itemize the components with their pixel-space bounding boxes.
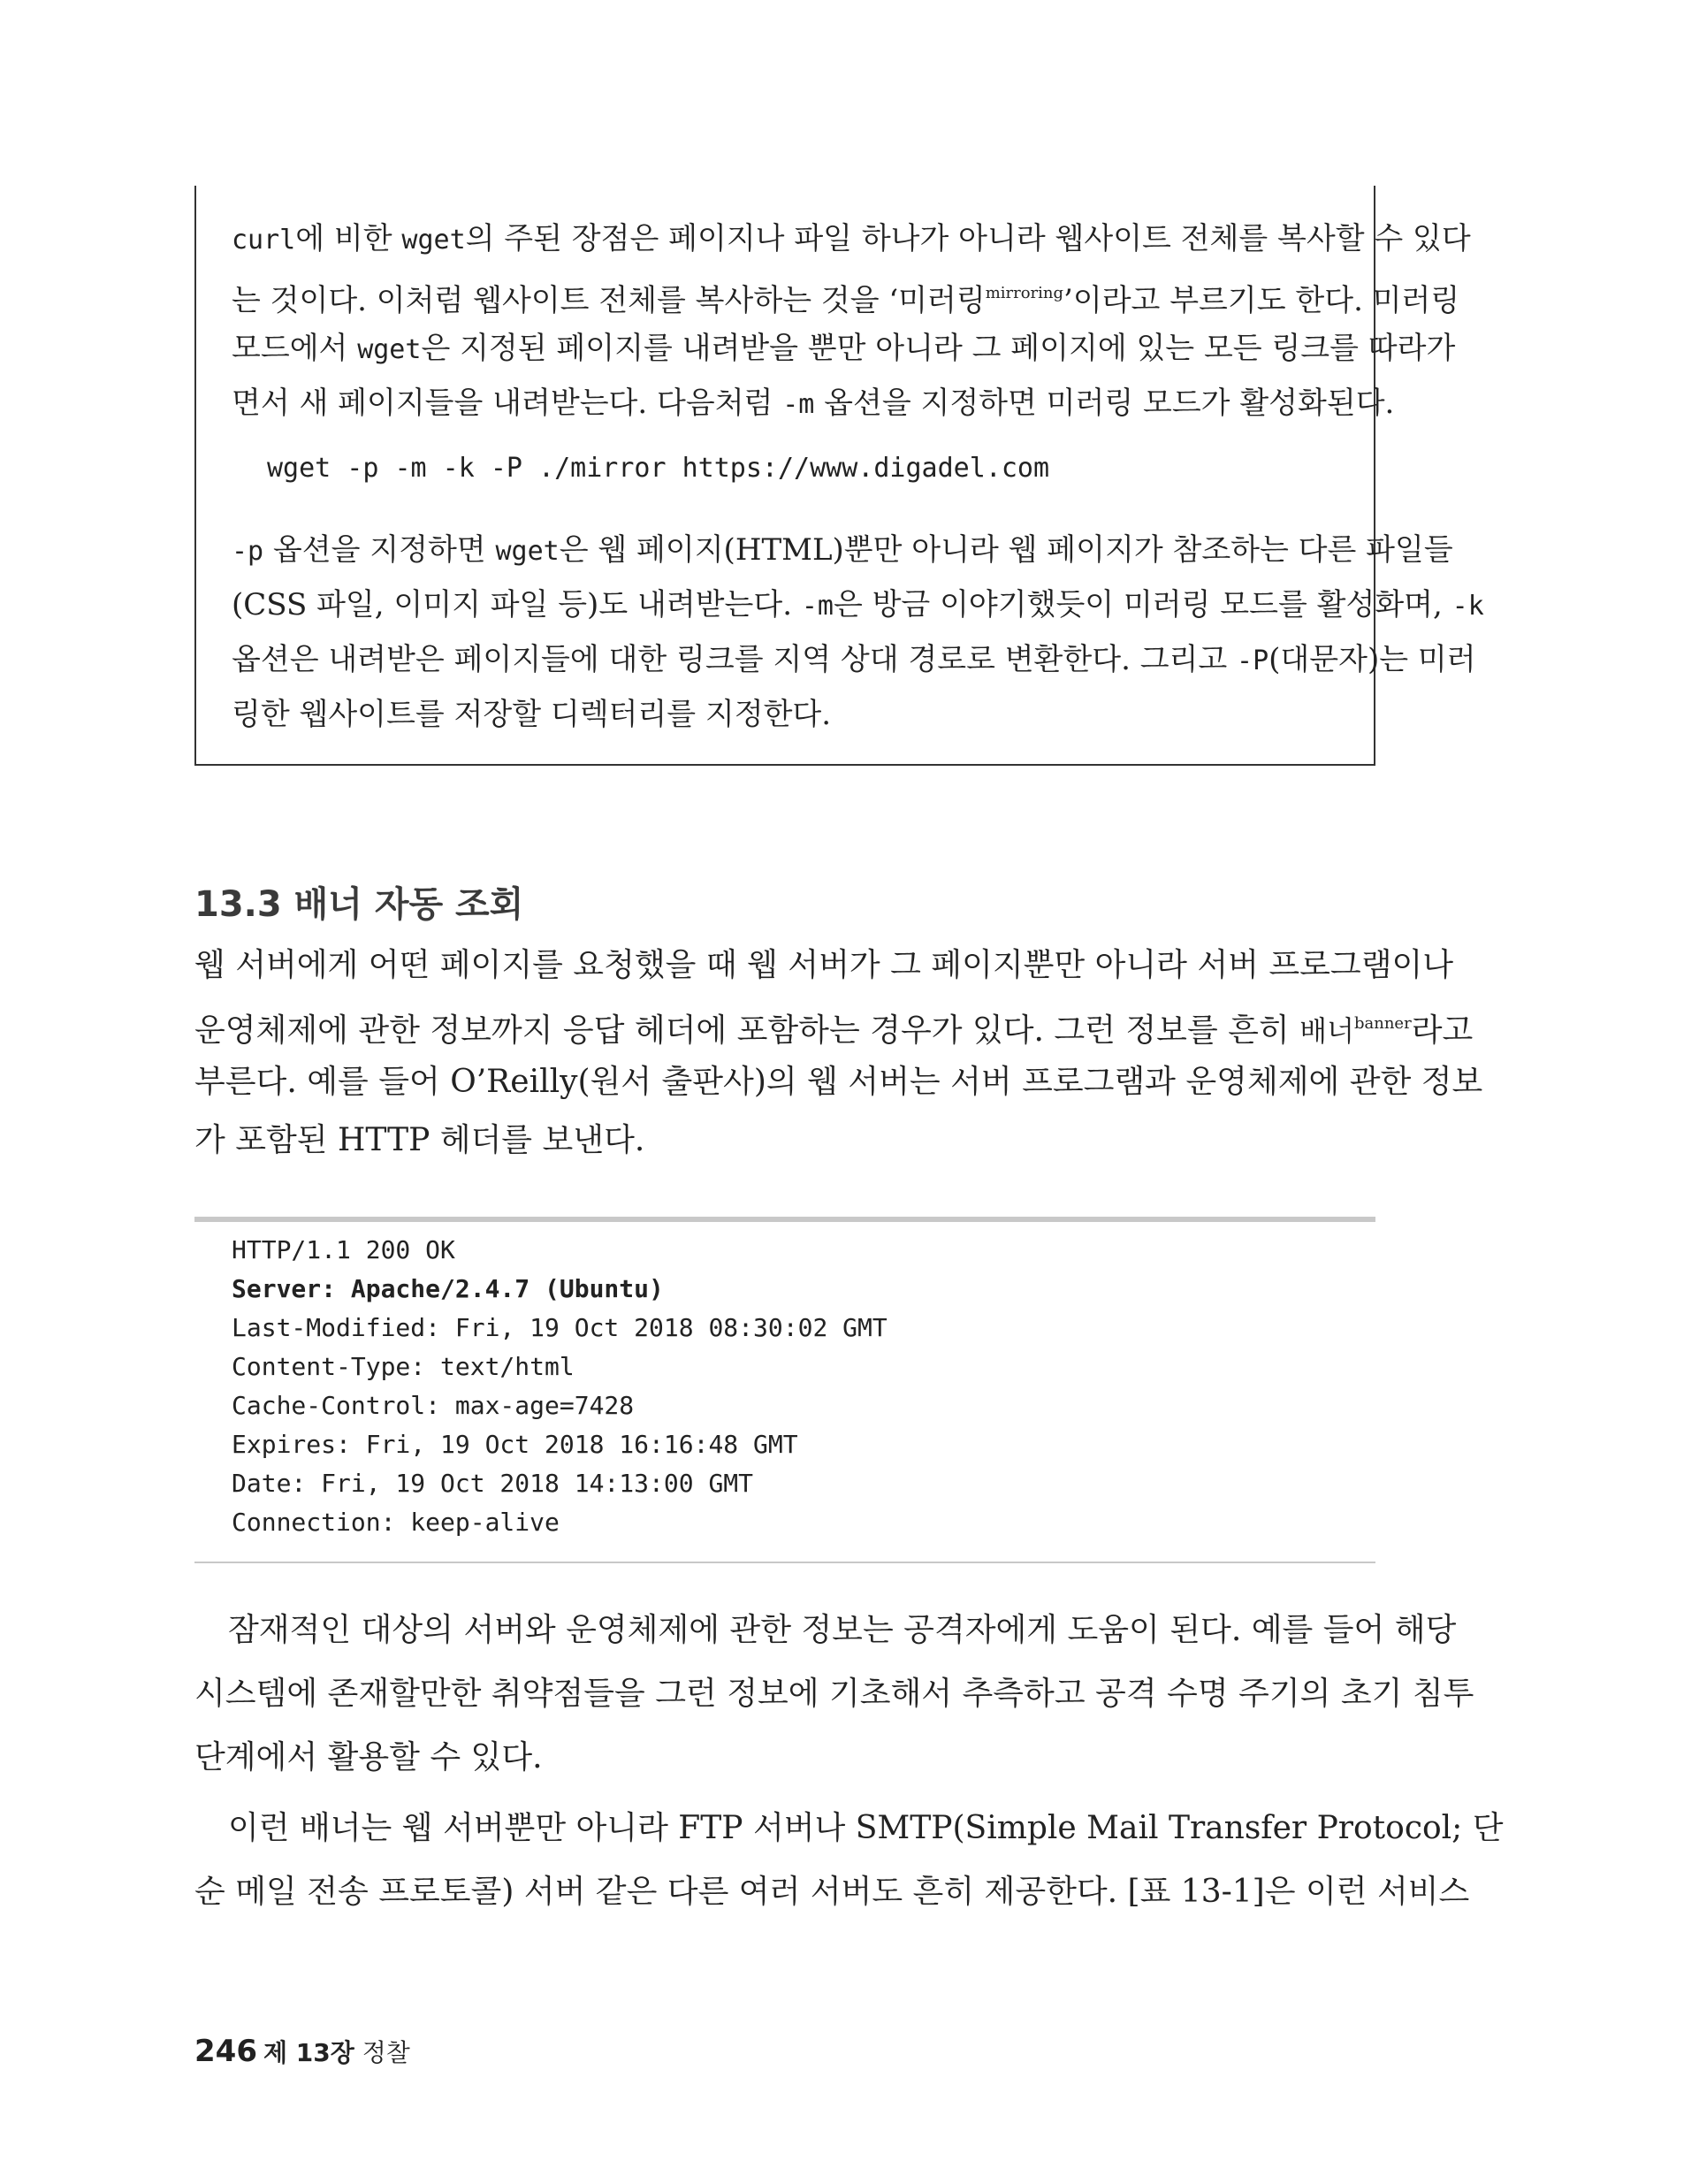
- paragraph-1-line-4: 가 포함된 HTTP 헤더를 보낸다.: [194, 1122, 645, 1158]
- term-superscript: banner: [1353, 1014, 1412, 1033]
- note-text: 은 웹 페이지(HTML)뿐만 아니라 웹 페이지가 참조하는 다른 파일들: [559, 532, 1453, 568]
- inline-code-wget: wget: [357, 334, 422, 365]
- note-text: (대문자)는 미러: [1269, 642, 1476, 677]
- body-text: 운영체제에 관한 정보까지 응답 헤더에 포함하는 경우가 있다. 그런 정보를 흔히: [194, 1012, 1300, 1049]
- section-heading: 13.3 배너 자동 조회: [194, 884, 524, 925]
- body-text: 라고: [1411, 1012, 1474, 1049]
- paragraph-1-line-2: [194, 1004, 1473, 1050]
- note-line-4: [232, 386, 1394, 423]
- note-line-1: [232, 221, 1471, 258]
- chapter-title: 정찰: [362, 2038, 410, 2067]
- note-text: 옵션을 지정하면: [263, 532, 496, 568]
- inline-code-option: -p: [232, 536, 264, 567]
- code-line: HTTP/1.1 200 OK: [232, 1235, 455, 1264]
- note-text: 옵션을 지정하면 미러링 모드가 활성화된다.: [814, 386, 1395, 421]
- note-text: 면서 새 페이지들을 내려받는다. 다음처럼: [232, 386, 783, 421]
- note-line-8: 링한 웹사이트를 저장할 디렉터리를 지정한다.: [232, 697, 832, 732]
- paragraph-1-line-3: 부른다. 예를 들어 O’Reilly(원서 출판사)의 웹 서버는 서버 프로그램과 운영체제에 관한 정보: [194, 1064, 1483, 1100]
- paragraph-2-line-1: 잠재적인 대상의 서버와 운영체제에 관한 정보는 공격자에게 도움이 된다. 예를 들어 해당: [228, 1612, 1457, 1648]
- running-footer: [263, 2035, 410, 2071]
- note-text: 는 것이다. 이처럼 웹사이트 전체를 복사하는 것을 ‘미러링: [232, 283, 986, 318]
- inline-code-option: -k: [1451, 591, 1484, 622]
- note-text: 은 방금 이야기했듯이 미러링 모드를 활성화며,: [833, 587, 1452, 622]
- code-line-highlighted: Server: Apache/2.4.7 (Ubuntu): [232, 1274, 664, 1303]
- inline-code-option: -m: [782, 389, 815, 420]
- code-line: Content-Type: text/html: [232, 1352, 575, 1381]
- note-text: 옵션은 내려받은 페이지들에 대한 링크를 지역 상대 경로로 변환한다. 그리고: [232, 642, 1238, 677]
- chapter-label: 제 13장: [263, 2038, 354, 2067]
- note-text: 의 주된 장점은 페이지나 파일 하나가 아니라 웹사이트 전체를 복사할 수 있다: [465, 221, 1471, 256]
- inline-code-wget: wget: [495, 536, 560, 567]
- note-text: (CSS 파일, 이미지 파일 등)도 내려받는다.: [232, 587, 802, 622]
- paragraph-1-line-1: 웹 서버에게 어떤 페이지를 요청했을 때 웹 서버가 그 페이지뿐만 아니라 서버 프로그램이나: [194, 947, 1454, 983]
- inline-code-curl: curl: [232, 225, 296, 256]
- note-line-6: [232, 587, 1484, 624]
- term-banner: 배너: [1299, 1014, 1354, 1048]
- note-command: wget -p -m -k -P ./mirror https://www.digadel.com: [267, 453, 1050, 484]
- code-block-top-rule: [194, 1217, 1375, 1222]
- page-number: 246: [194, 2034, 257, 2069]
- note-text: 은 지정된 페이지를 내려받을 뿐만 아니라 그 페이지에 있는 모든 링크를 따라가: [421, 331, 1456, 366]
- note-superscript: mirroring: [985, 284, 1064, 302]
- inline-code-wget: wget: [401, 225, 466, 256]
- note-text: 모드에서: [232, 331, 358, 366]
- note-line-3: [232, 331, 1455, 368]
- code-block-bottom-rule: [194, 1562, 1375, 1563]
- paragraph-3-line-2: 순 메일 전송 프로토콜) 서버 같은 다른 여러 서버도 흔히 제공한다. [표 13-1]은 이런 서비스: [194, 1874, 1470, 1910]
- code-line: Date: Fri, 19 Oct 2018 14:13:00 GMT: [232, 1469, 754, 1498]
- note-line-7: [232, 642, 1476, 679]
- paragraph-2-line-2: 시스템에 존재할만한 취약점들을 그런 정보에 기초해서 추측하고 공격 수명 주기의 초기 침투: [194, 1676, 1474, 1712]
- inline-code-option: -m: [801, 591, 834, 622]
- note-line-2: [232, 276, 1459, 318]
- note-text: 에 비한: [295, 221, 402, 256]
- paragraph-2-line-3: 단계에서 활용할 수 있다.: [194, 1739, 543, 1775]
- code-line: Last-Modified: Fri, 19 Oct 2018 08:30:02 GMT: [232, 1313, 888, 1342]
- paragraph-3-line-1: 이런 배너는 웹 서버뿐만 아니라 FTP 서버나 SMTP(Simple Mail Transfer Protocol; 단: [228, 1810, 1504, 1846]
- note-line-5: [232, 532, 1453, 569]
- note-text: ’이라고 부르기도 한다. 미러링: [1063, 283, 1460, 318]
- inline-code-option: -P: [1237, 645, 1269, 676]
- code-line: Expires: Fri, 19 Oct 2018 16:16:48 GMT: [232, 1430, 798, 1459]
- code-line: Cache-Control: max-age=7428: [232, 1391, 635, 1420]
- code-line: Connection: keep-alive: [232, 1508, 560, 1537]
